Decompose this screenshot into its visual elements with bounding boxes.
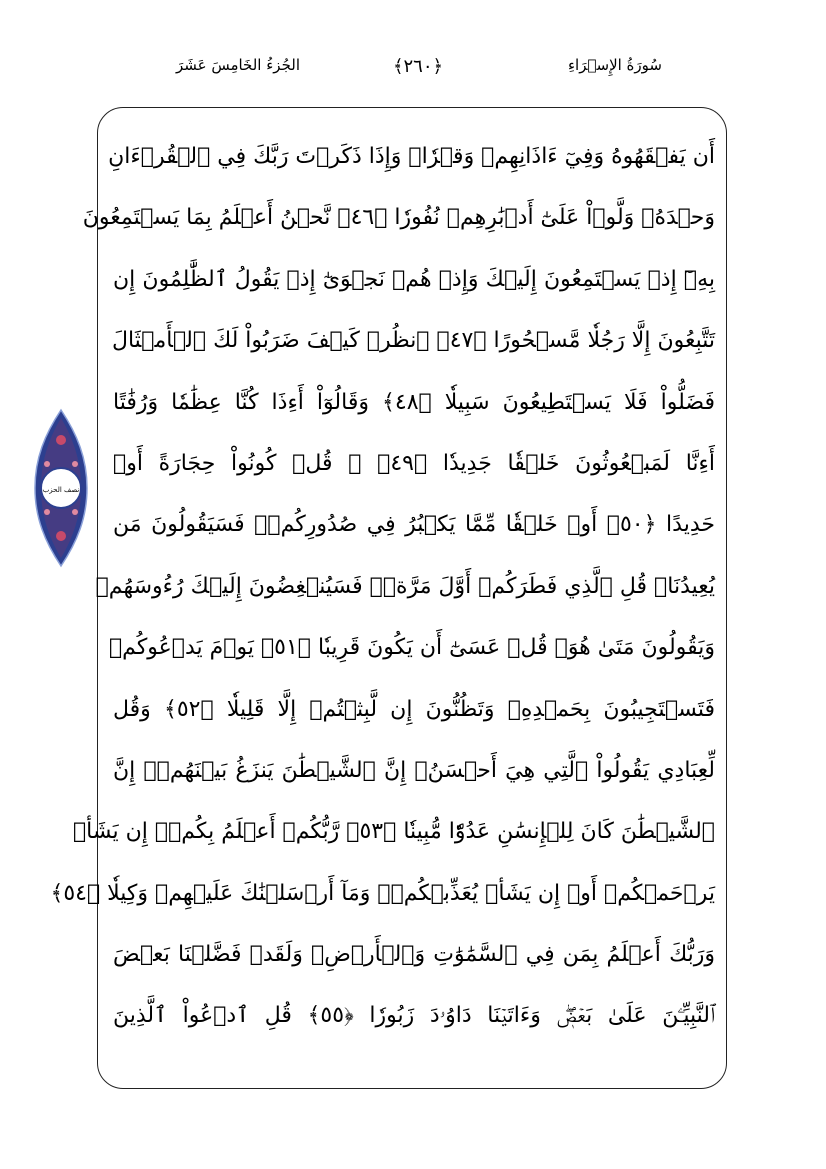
text-line: يَرۡحَمۡكُمۡ أَوۡ إِن يَشَأۡ يُعَذِّبۡكُمۡۚ وَمَآ أَرۡسَلۡنَٰكَ عَلَيۡهِمۡ وَكِيلٗا ﴿٥٤﴾ bbox=[50, 880, 715, 906]
surah-name: سُورَةُ الإِسۡرَاءِ bbox=[568, 56, 662, 74]
text-line: أَءِنَّا لَمَبۡعُوثُونَ خَلۡقٗا جَدِيدٗا ﴿٤٩﴾ ۞ قُلۡ كُونُواْ حِجَارَةً أَوۡ bbox=[113, 450, 715, 476]
text-line: حَدِيدًا ﴿٥٠﴾ أَوۡ خَلۡقٗا مِّمَّا يَكۡبُرُ فِي صُدُورِكُمۡۚ فَسَيَقُولُونَ مَن bbox=[113, 512, 715, 538]
juz-name: الجُزءُ الخَامِسَ عَشَرَ bbox=[175, 56, 300, 74]
text-line: وَرَبُّكَ أَعۡلَمُ بِمَن فِي ٱلسَّمَٰوَٰتِ وَٱلۡأَرۡضِۗ وَلَقَدۡ فَضَّلۡنَا بَعۡضَ bbox=[113, 942, 715, 968]
text-line: بِهِۦٓ إِذۡ يَسۡتَمِعُونَ إِلَيۡكَ وَإِذۡ هُمۡ نَجۡوَىٰٓ إِذۡ يَقُولُ ٱلظَّٰلِمُونَ إِن bbox=[113, 266, 715, 292]
hizb-marker-ornament bbox=[33, 408, 89, 568]
text-line: ٱلنَّبِيِّـۧنَ عَلَىٰ بَعۡضٖۖ وَءَاتَيۡنَا دَاوُۥدَ زَبُورٗا ﴿٥٥﴾ قُلِ ٱدۡعُواْ ٱلَّذِينَ bbox=[113, 1003, 716, 1029]
text-line: وَيَقُولُونَ مَتَىٰ هُوَۖ قُلۡ عَسَىٰٓ أَن يَكُونَ قَرِيبٗا ﴿٥١﴾ يَوۡمَ يَدۡعُوكُمۡ bbox=[108, 635, 715, 661]
text-line: وَحۡدَهُۥ وَلَّوۡاْ عَلَىٰٓ أَدۡبَٰرِهِمۡ نُفُورٗا ﴿٤٦﴾ نَّحۡنُ أَعۡلَمُ بِمَا يَسۡتَمِعُونَ bbox=[82, 205, 715, 231]
text-line: ٱلشَّيۡطَٰنَ كَانَ لِلۡإِنسَٰنِ عَدُوّٗا مُّبِينٗا ﴿٥٣﴾ رَّبُّكُمۡ أَعۡلَمُ بِكُمۡۖ إِن يَشَأۡ bbox=[72, 819, 715, 845]
text-line: فَتَسۡتَجِيبُونَ بِحَمۡدِهِۦ وَتَظُنُّونَ إِن لَّبِثۡتُمۡ إِلَّا قَلِيلٗا ﴿٥٢﴾ وَقُل bbox=[113, 696, 715, 722]
text-line: لِّعِبَادِي يَقُولُواْ ٱلَّتِي هِيَ أَحۡسَنُۚ إِنَّ ٱلشَّيۡطَٰنَ يَنزَغُ بَيۡنَهُمۡۚ إِنَّ bbox=[113, 757, 715, 783]
text-line: يُعِيدُنَاۖ قُلِ ٱلَّذِي فَطَرَكُمۡ أَوَّلَ مَرَّةٖۚ فَسَيُنۡغِضُونَ إِلَيۡكَ رُءُوسَهُمۡ bbox=[95, 573, 715, 599]
text-line: فَضَلُّواْ فَلَا يَسۡتَطِيعُونَ سَبِيلٗا ﴿٤٨﴾ وَقَالُوٓاْ أَءِذَا كُنَّا عِظَٰمٗا وَرُفَٰتًا bbox=[113, 389, 716, 415]
page-number: ﴿٢٦٠﴾ bbox=[392, 56, 444, 77]
text-line: أَن يَفۡقَهُوهُ وَفِيٓ ءَاذَانِهِمۡ وَقۡرٗاۚ وَإِذَا ذَكَرۡتَ رَبَّكَ فِي ٱلۡقُرۡءَانِ bbox=[108, 144, 715, 169]
hizb-marker-label: نصف الحزب bbox=[42, 486, 80, 494]
text-line: تَتَّبِعُونَ إِلَّا رَجُلٗا مَّسۡحُورًا ﴿٤٧﴾ ٱنظُرۡ كَيۡفَ ضَرَبُواْ لَكَ ٱلۡأَمۡثَالَ bbox=[111, 328, 715, 354]
